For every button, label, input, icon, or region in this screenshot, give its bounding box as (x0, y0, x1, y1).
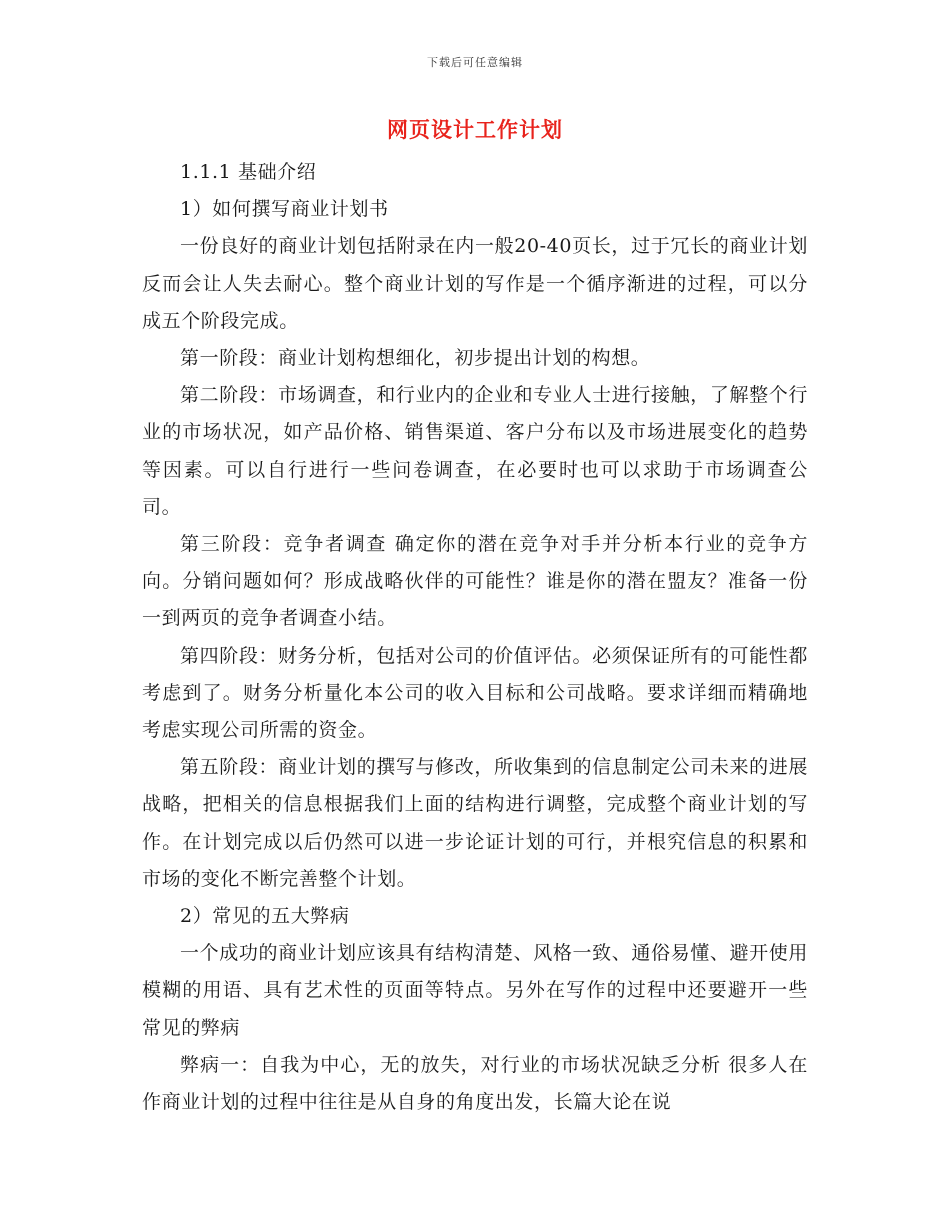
body-paragraph: 弊病一：自我为中心，无的放失，对行业的市场状况缺乏分析 很多人在作商业计划的过程中往往是从自身的角度出发，长篇大论在说 (142, 1053, 808, 1114)
body-paragraph: 一个成功的商业计划应该具有结构清楚、风格一致、通俗易懂、避开使用模糊的用语、具有艺术性的页面等特点。另外在写作的过程中还要避开一些常见的弊病 (142, 942, 808, 1039)
body-paragraph: 第二阶段：市场调查，和行业内的企业和专业人士进行接触，了解整个行业的市场状况，如产品价格、销售渠道、客户分布以及市场进展变化的趋势等因素。可以自行进行一些问卷调查，在必要时也可以求助于市场调查公司。 (142, 384, 808, 518)
body-paragraph: 第三阶段：竞争者调查 确定你的潜在竞争对手并分析本行业的竞争方向。分销问题如何？形成战略伙伴的可能性？谁是你的潜在盟友？准备一份一到两页的竞争者调查小结。 (142, 533, 808, 630)
body-paragraph: 第四阶段：财务分析，包括对公司的价值评估。必须保证所有的可能性都考虑到了。财务分析量化本公司的收入目标和公司战略。要求详细而精确地考虑实现公司所需的资金。 (142, 644, 808, 742)
body-paragraph: 第五阶段：商业计划的撰写与修改，所收集到的信息制定公司未来的进展战略，把相关的信息根据我们上面的结构进行调整，完成整个商业计划的写作。在计划完成以后仍然可以进一步论证计划的可行，并根究信息的积累和市场的变化不断完善整个计划。 (142, 756, 808, 890)
header-note: 下载后可任意编辑 (427, 56, 523, 69)
document-body (142, 154, 808, 1121)
subsection-heading: 1）如何撰写商业计划书 (180, 198, 389, 221)
subsection-heading: 2）常见的五大弊病 (180, 905, 350, 928)
document-title: 网页设计工作计划 (387, 117, 563, 142)
body-paragraph: 一份良好的商业计划包括附录在内一般20-40页长，过于冗长的商业计划反而会让人失去耐心。整个商业计划的写作是一个循序渐进的过程，可以分成五个阶段完成。 (142, 235, 808, 332)
section-heading: 1.1.1 基础介绍 (180, 161, 317, 183)
body-paragraph: 第一阶段：商业计划构想细化，初步提出计划的构想。 (180, 347, 651, 370)
